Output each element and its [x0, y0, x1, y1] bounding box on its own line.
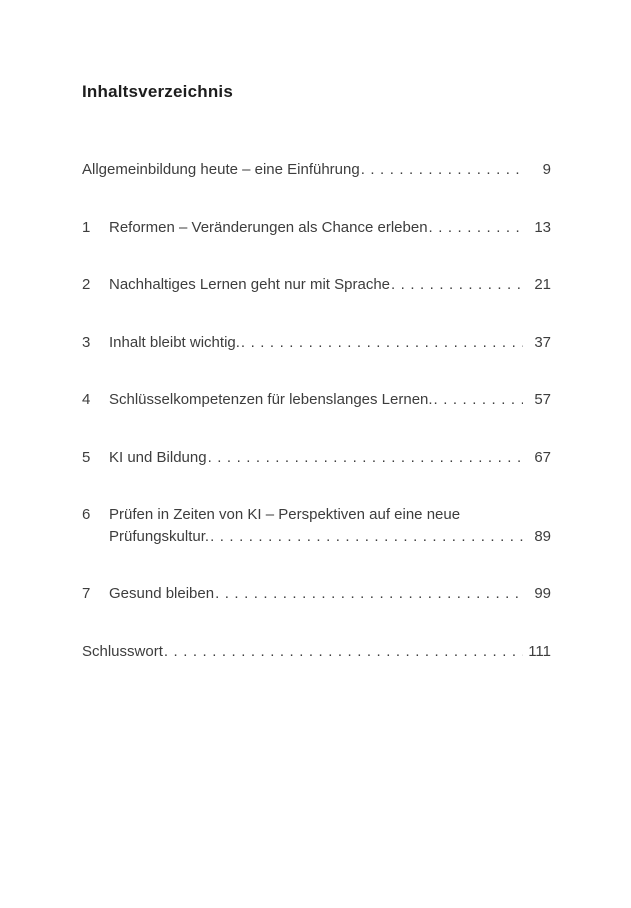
toc-entry-page: 13 [534, 218, 551, 236]
toc-leader-dots [208, 447, 523, 469]
toc-entry-title: Allgemeinbildung heute – eine Einführung [82, 161, 360, 178]
toc-leader-dots [434, 389, 523, 411]
toc-entry-title: Reformen – Veränderungen als Chance erleben [109, 218, 428, 236]
toc-leader-dots [164, 641, 523, 663]
toc-heading: Inhaltsverzeichnis [82, 82, 233, 101]
toc-entry-page: 9 [542, 161, 551, 178]
toc-entry-chapter-1 [82, 217, 551, 239]
toc-entry-number: 3 [82, 333, 91, 351]
toc-entry-chapter-5 [82, 447, 551, 469]
toc-entry-page: 21 [534, 276, 551, 293]
toc-entry-number: 1 [82, 218, 91, 236]
toc-leader-dots [429, 217, 523, 239]
toc-entry-chapter-6 [82, 504, 551, 547]
toc-entry-chapter-2 [82, 274, 551, 296]
toc-entry-title: Inhalt bleibt wichtig. [109, 333, 240, 351]
toc-entry-title: Schlüsselkompetenzen für lebenslanges Lernen. [109, 391, 433, 408]
toc-entry-page: 57 [534, 391, 551, 408]
toc-entry-title: KI und Bildung [109, 448, 207, 466]
toc-entry-page: 37 [534, 333, 551, 351]
toc-entry-introduction [82, 159, 551, 181]
toc-entry-number: 6 [82, 506, 91, 523]
toc-entry-page: 111 [528, 642, 551, 660]
toc-entry-title-line-2: Prüfungskultur. [109, 527, 210, 545]
toc-leader-dots [361, 159, 523, 181]
toc-entry-chapter-6-line-1 [82, 504, 551, 526]
table-of-contents [82, 159, 551, 662]
toc-entry-chapter-6-line-2 [82, 526, 551, 548]
toc-entry-title: Schlusswort [82, 642, 163, 660]
toc-entry-number: 7 [82, 585, 91, 602]
toc-entry-chapter-7 [82, 583, 551, 605]
toc-entry-chapter-4 [82, 389, 551, 411]
toc-entry-number: 2 [82, 276, 91, 293]
toc-entry-number: 5 [82, 448, 91, 466]
toc-entry-title: Nachhaltiges Lernen geht nur mit Sprache [109, 276, 391, 293]
toc-entry-title: Gesund bleiben [109, 585, 215, 602]
toc-entry-page: 89 [534, 527, 551, 545]
toc-entry-title-line-1: Prüfen in Zeiten von KI – Perspektiven auf eine neue [109, 506, 461, 523]
toc-entry-chapter-3 [82, 332, 551, 354]
toc-leader-dots [391, 274, 523, 296]
toc-entry-page: 99 [534, 585, 551, 602]
toc-leader-dots [210, 526, 523, 548]
toc-leader-dots [215, 583, 523, 605]
toc-entry-number: 4 [82, 391, 91, 408]
toc-entry-page: 67 [534, 448, 551, 466]
toc-leader-dots [241, 332, 523, 354]
toc-entry-closing [82, 641, 551, 663]
